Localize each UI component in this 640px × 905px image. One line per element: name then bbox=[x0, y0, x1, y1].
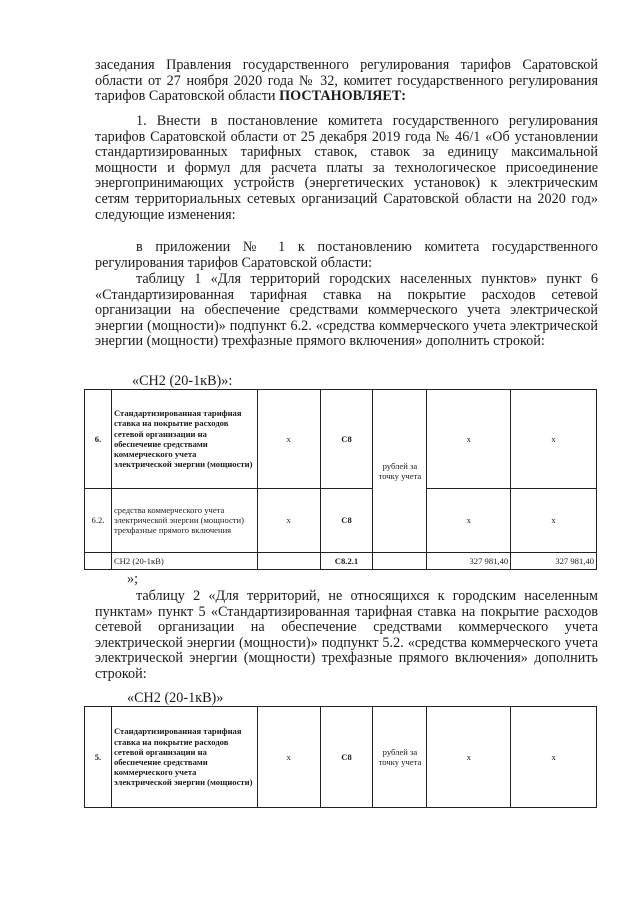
table1-row62-desc: средства коммерческого учета электрической энергии (мощности) трехфазные прямого включения bbox=[111, 488, 257, 552]
table1-new-code: С8.2.1 bbox=[320, 552, 373, 569]
table1-row6-x1: х bbox=[257, 390, 320, 489]
table1-new-desc: СН2 (20-1кВ) bbox=[111, 552, 257, 569]
table1-row62-x2: х bbox=[427, 488, 511, 552]
table-1 bbox=[84, 389, 597, 570]
paragraph-1: 1. Внести в постановление комитета государственного регулирования тарифов Саратовской области от 25 декабря 2019 года № 46/1 «Об установлении стандартизированных тарифных ставок, ставок за единицу максимальной мощности и формул для расчета платы за технологическое присоединение энергопринимающих устройств (энергетических установок) к электрическим сетям территориальных сетевых организаций Саратовской области на 2020 год» следующие изменения: bbox=[95, 113, 598, 223]
table1-new-val1: 327 981,40 bbox=[427, 552, 511, 569]
table1-row-new bbox=[85, 552, 597, 569]
table1-row6-x2: х bbox=[427, 390, 511, 489]
table2-row5-desc: Стандартизированная тарифная ставка на покрытие расходов сетевой организации на обеспечение средствами коммерческого учета электрической энергии (мощности) bbox=[111, 707, 257, 808]
table1-row62-x3: х bbox=[511, 488, 597, 552]
table1-row62-num: 6.2. bbox=[85, 488, 112, 552]
paragraph-3: таблицу 1 «Для территорий городских населенных пунктов» пункт 6 «Стандартизированная тарифная ставка на покрытие расходов сетевой организации на обеспечение средствами коммерческого учета электрической энергии (мощности)» подпункт 6.2. «средства коммерческого учета электрической энергии (мощности) трехфазные прямого включения» дополнить строкой: bbox=[95, 271, 598, 350]
table2-row5-x2: х bbox=[427, 707, 511, 808]
table2-row5-code: С8 bbox=[320, 707, 373, 808]
table1-new-val2: 327 981,40 bbox=[511, 552, 597, 569]
table-2 bbox=[84, 706, 597, 808]
table2-row5-x1: х bbox=[257, 707, 320, 808]
table1-unit: рублей за точку учета bbox=[373, 390, 427, 553]
intro-text: заседания Правления государственного регулирования тарифов Саратовской области от 27 ноября 2020 года № 32, комитет государственного регулирования тарифов Саратовской области bbox=[95, 57, 598, 105]
intro-paragraph bbox=[95, 58, 598, 105]
paragraph-4: таблицу 2 «Для территорий, не относящихся к городским населенным пунктам» пункт 5 «Стандартизированная тарифная ставка на покрытие расходов сетевой организации на обеспечение средствами коммерческого учета электрической энергии (мощности)» подпункт 5.2. «средства коммерческого учета электрической энергии (мощности) трехфазные прямого включения» дополнить строкой: bbox=[95, 588, 598, 682]
table1-row62-x1: х bbox=[257, 488, 320, 552]
table1-row-62 bbox=[85, 488, 597, 552]
table2-label: «СН2 (20-1кВ)» bbox=[127, 690, 224, 706]
table1-row6-code: С8 bbox=[320, 390, 373, 489]
decree-word: ПОСТАНОВЛЯЕТ: bbox=[279, 88, 407, 105]
table1-label: «СН2 (20-1кВ)»: bbox=[132, 373, 233, 389]
table2-row5-num: 5. bbox=[85, 707, 112, 808]
table2-row5-x3: х bbox=[511, 707, 597, 808]
table1-row6-x3: х bbox=[511, 390, 597, 489]
table1-row6-desc: Стандартизированная тарифная ставка на покрытие расходов сетевой организации на обеспечение средствами коммерческого учета электрической энергии (мощности) bbox=[111, 390, 257, 489]
table1-row6-num: 6. bbox=[85, 390, 112, 489]
paragraph-2: в приложении № 1 к постановлению комитета государственного регулирования тарифов Саратовской области: bbox=[95, 239, 598, 271]
table2-row-5 bbox=[85, 707, 597, 808]
table1-row62-code: С8 bbox=[320, 488, 373, 552]
table1-row-6 bbox=[85, 390, 597, 489]
table1-close: »; bbox=[127, 571, 139, 587]
table2-unit: рублей за точку учета bbox=[373, 707, 427, 808]
